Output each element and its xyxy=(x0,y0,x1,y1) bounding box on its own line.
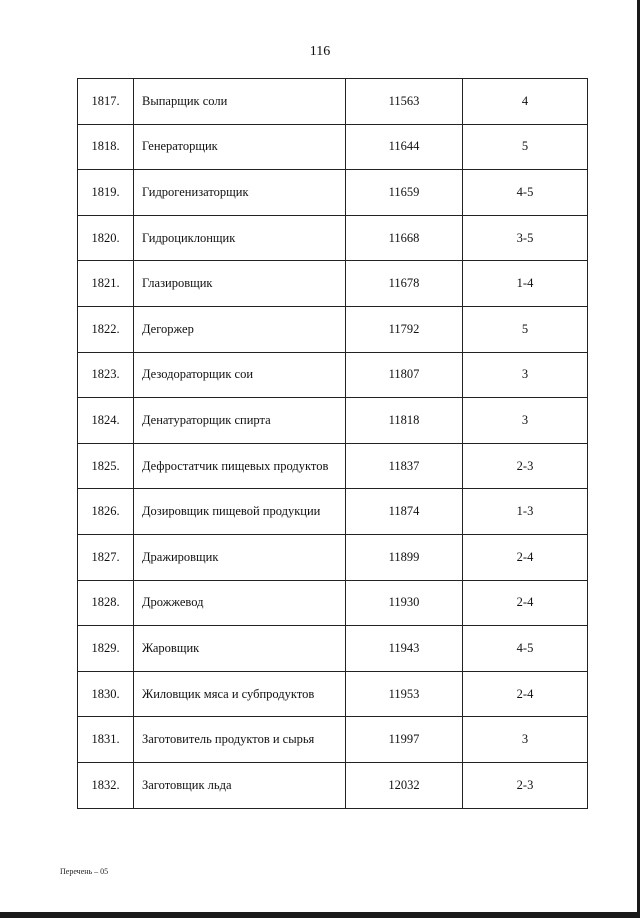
profession-code: 11953 xyxy=(346,671,463,717)
scan-bottom-edge xyxy=(0,912,640,918)
row-number: 1818. xyxy=(78,124,134,170)
grade-range: 5 xyxy=(463,124,588,170)
profession-code: 11644 xyxy=(346,124,463,170)
profession-name: Гидроциклонщик xyxy=(134,215,346,261)
table-row xyxy=(78,671,588,717)
page-number: 116 xyxy=(309,44,331,59)
grade-range: 5 xyxy=(463,306,588,352)
profession-code: 11668 xyxy=(346,215,463,261)
table-row xyxy=(78,79,588,125)
profession-code: 11943 xyxy=(346,626,463,672)
row-number: 1817. xyxy=(78,79,134,125)
table-row xyxy=(78,626,588,672)
table-row xyxy=(78,762,588,808)
profession-code: 11997 xyxy=(346,717,463,763)
grade-range: 3-5 xyxy=(463,215,588,261)
row-number: 1820. xyxy=(78,215,134,261)
profession-name: Дрожжевод xyxy=(134,580,346,626)
profession-code: 11899 xyxy=(346,534,463,580)
profession-name: Глазировщик xyxy=(134,261,346,307)
row-number: 1825. xyxy=(78,443,134,489)
grade-range: 1-4 xyxy=(463,261,588,307)
profession-name: Жиловщик мяса и субпродуктов xyxy=(134,671,346,717)
profession-code: 11818 xyxy=(346,398,463,444)
table-row xyxy=(78,580,588,626)
table-row xyxy=(78,261,588,307)
profession-code: 11837 xyxy=(346,443,463,489)
table-row xyxy=(78,215,588,261)
row-number: 1823. xyxy=(78,352,134,398)
profession-code: 11807 xyxy=(346,352,463,398)
row-number: 1824. xyxy=(78,398,134,444)
profession-name: Выпарщик соли xyxy=(134,79,346,125)
row-number: 1826. xyxy=(78,489,134,535)
grade-range: 4 xyxy=(463,79,588,125)
profession-code: 11792 xyxy=(346,306,463,352)
profession-name: Дезодораторщик сои xyxy=(134,352,346,398)
grade-range: 2-4 xyxy=(463,671,588,717)
profession-name: Заготовщик льда xyxy=(134,762,346,808)
professions-table xyxy=(77,78,588,809)
row-number: 1827. xyxy=(78,534,134,580)
table-row xyxy=(78,124,588,170)
table-row xyxy=(78,352,588,398)
grade-range: 3 xyxy=(463,398,588,444)
grade-range: 2-4 xyxy=(463,534,588,580)
profession-name: Заготовитель продуктов и сырья xyxy=(134,717,346,763)
profession-code: 11678 xyxy=(346,261,463,307)
profession-name: Дозировщик пищевой продукции xyxy=(134,489,346,535)
footer-note: Перечень – 05 xyxy=(60,867,109,876)
row-number: 1829. xyxy=(78,626,134,672)
profession-code: 11874 xyxy=(346,489,463,535)
grade-range: 3 xyxy=(463,352,588,398)
table-row xyxy=(78,398,588,444)
profession-name: Генераторщик xyxy=(134,124,346,170)
profession-code: 11659 xyxy=(346,170,463,216)
profession-code: 11563 xyxy=(346,79,463,125)
profession-name: Гидрогенизаторщик xyxy=(134,170,346,216)
table-row xyxy=(78,170,588,216)
table-row xyxy=(78,306,588,352)
table-row xyxy=(78,443,588,489)
grade-range: 3 xyxy=(463,717,588,763)
grade-range: 4-5 xyxy=(463,626,588,672)
table-body xyxy=(78,79,588,809)
profession-code: 12032 xyxy=(346,762,463,808)
grade-range: 2-3 xyxy=(463,762,588,808)
table-row xyxy=(78,717,588,763)
row-number: 1828. xyxy=(78,580,134,626)
row-number: 1831. xyxy=(78,717,134,763)
profession-name: Денатураторщик спирта xyxy=(134,398,346,444)
row-number: 1819. xyxy=(78,170,134,216)
row-number: 1822. xyxy=(78,306,134,352)
grade-range: 4-5 xyxy=(463,170,588,216)
profession-name: Жаровщик xyxy=(134,626,346,672)
profession-name: Дражировщик xyxy=(134,534,346,580)
grade-range: 2-4 xyxy=(463,580,588,626)
row-number: 1832. xyxy=(78,762,134,808)
profession-name: Дефростатчик пищевых продуктов xyxy=(134,443,346,489)
grade-range: 2-3 xyxy=(463,443,588,489)
profession-code: 11930 xyxy=(346,580,463,626)
row-number: 1821. xyxy=(78,261,134,307)
row-number: 1830. xyxy=(78,671,134,717)
grade-range: 1-3 xyxy=(463,489,588,535)
profession-name: Дегоржер xyxy=(134,306,346,352)
table-row xyxy=(78,534,588,580)
table-row xyxy=(78,489,588,535)
